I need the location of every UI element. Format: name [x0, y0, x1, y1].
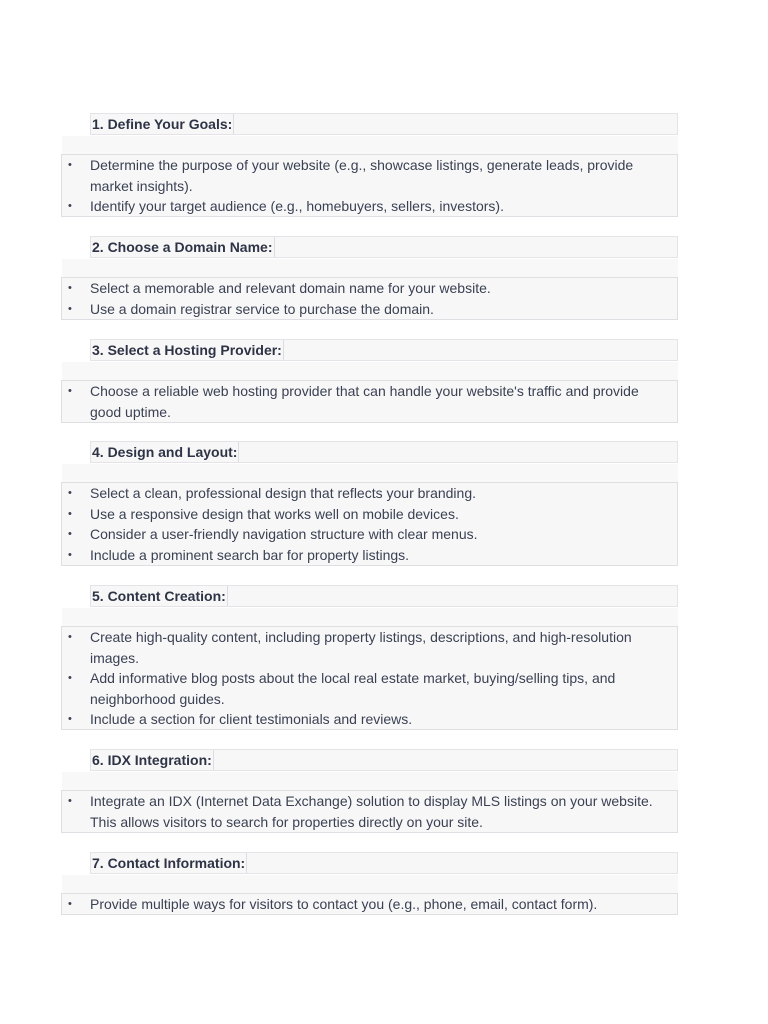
section-gap — [62, 875, 678, 893]
section-heading-label: 3. Select a Hosting Provider: — [92, 342, 282, 358]
section-heading-6 — [90, 749, 678, 771]
section-list-3 — [61, 380, 678, 423]
list-item: • Determine the purpose of your website (e.g., showcase listings, generate leads, provide market insights). — [68, 157, 634, 194]
section-gap — [62, 608, 678, 626]
list-item: • Use a domain registrar service to purchase the domain. — [62, 299, 677, 320]
list-item: • Include a prominent search bar for property listings. — [62, 545, 677, 566]
section-heading-label: 2. Choose a Domain Name: — [92, 239, 273, 255]
section-list-1 — [61, 154, 678, 217]
list-item: • Provide multiple ways for visitors to contact you (e.g., phone, email, contact form). — [62, 894, 677, 915]
section-heading-label: 5. Content Creation: — [92, 588, 226, 604]
section-heading-label: 7. Contact Information: — [92, 855, 246, 871]
bullet-icon: • — [68, 548, 72, 561]
section-heading-label: 1. Define Your Goals: — [92, 116, 233, 132]
section-list-4 — [61, 482, 678, 566]
section-heading-7 — [90, 852, 678, 874]
section-gap — [62, 136, 678, 154]
section-list-6 — [61, 790, 678, 833]
bullet-icon: • — [68, 631, 72, 643]
section-heading-3 — [90, 339, 678, 361]
list-item: • Create high-quality content, including property listings, descriptions, and high-resolution images. — [68, 629, 632, 666]
bullet-icon: • — [68, 159, 72, 171]
list-item: • Consider a user-friendly navigation structure with clear menus. — [62, 524, 677, 545]
section-heading-5 — [90, 585, 678, 607]
section-gap — [62, 772, 678, 790]
section-heading-1 — [90, 113, 678, 135]
section-heading-4 — [90, 441, 678, 463]
bullet-icon: • — [68, 713, 72, 726]
section-heading-label: 6. IDX Integration: — [92, 752, 212, 768]
list-item: • Select a memorable and relevant domain name for your website. — [62, 278, 677, 299]
bullet-icon: • — [68, 507, 72, 520]
bullet-icon: • — [68, 487, 72, 499]
section-list-7 — [61, 893, 678, 915]
bullet-icon: • — [68, 672, 72, 685]
list-item: • Include a section for client testimonials and reviews. — [62, 709, 677, 730]
bullet-icon: • — [68, 385, 72, 397]
section-gap — [62, 362, 678, 380]
section-gap — [62, 464, 678, 482]
list-item: • Use a responsive design that works well on mobile devices. — [62, 504, 677, 525]
list-item: • Add informative blog posts about the local real estate market, buying/selling tips, and neighborhood guides. — [68, 670, 616, 707]
list-item: • Identify your target audience (e.g., homebuyers, sellers, investors). — [62, 196, 677, 217]
list-item: • Integrate an IDX (Internet Data Exchange) solution to display MLS listings on your website. This allows visitors to search for properties directly on your site. — [68, 793, 653, 830]
section-list-5 — [61, 626, 678, 730]
section-list-2 — [61, 277, 678, 320]
section-heading-label: 4. Design and Layout: — [92, 444, 238, 460]
bullet-icon: • — [68, 795, 72, 807]
section-gap — [62, 259, 678, 277]
bullet-icon: • — [68, 898, 72, 910]
bullet-icon: • — [68, 282, 72, 294]
list-item: • Select a clean, professional design that reflects your branding. — [62, 483, 677, 504]
section-heading-2 — [90, 236, 678, 258]
list-item: • Choose a reliable web hosting provider that can handle your website's traffic and provide good uptime. — [68, 383, 639, 420]
bullet-icon: • — [68, 200, 72, 213]
bullet-icon: • — [68, 528, 72, 541]
bullet-icon: • — [68, 302, 72, 315]
